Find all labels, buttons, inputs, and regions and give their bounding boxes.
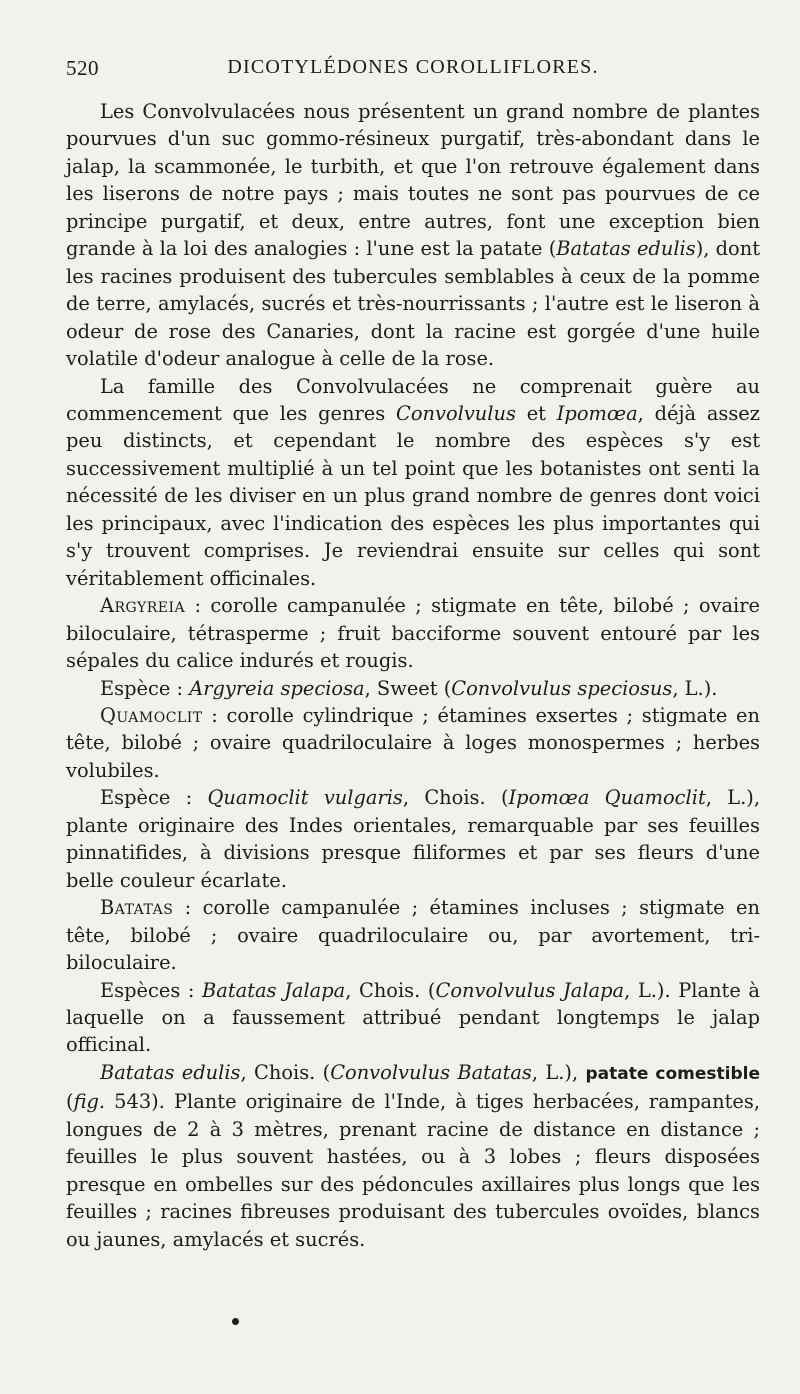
text-run: ), dont les racines produisent des tubercules semblables à ceux de la pomme de terre, amylacés, sucrés et très-nourrissants ; l'autre est le liseron à odeur de rose des Canaries, dont la racine est gorgée d'une huile volatile d'odeur analogue à celle de la rose. — [66, 237, 760, 371]
running-head: DICOTYLÉDONES COROLLIFLORES. — [227, 56, 599, 78]
species-name: Convolvulus Jalapa — [435, 978, 625, 1002]
paragraph-intro — [66, 98, 760, 373]
text-run: Les Convolvulacées nous présentent un grand nombre de plantes pourvues d'un suc gommo-résineux purgatif, très-abondant dans le jalap, la scammonée, le turbith, et que l'on retrouve également dans les liserons de notre pays ; mais toutes ne sont pas pourvues de ce principe purgatif, et deux, entre autres, font une exception bien grande à la loi des analogies : l'une est la patate ( — [66, 100, 760, 261]
text-run: : corolle campanulée ; stigmate en tête, bilobé ; ovaire biloculaire, tétrasperme ; fruit bacciforme souvent entouré par les sépales du calice indurés et rougis. — [66, 594, 760, 673]
text-run: , Chois. ( — [240, 1060, 331, 1084]
paragraph-argyreia-species — [66, 675, 760, 702]
paragraph-argyreia — [66, 592, 760, 674]
species-name: Quamoclit vulgaris — [207, 786, 403, 810]
common-name: patate comestible — [585, 1063, 761, 1084]
species-name: Batatas Jalapa — [202, 978, 346, 1002]
species-name: Batatas edulis — [100, 1060, 241, 1084]
paragraph-quamoclit — [66, 702, 760, 784]
ink-dot — [232, 1318, 239, 1325]
species-name: Argyreia speciosa — [189, 676, 365, 700]
text-run: : corolle cylindrique ; étamines exsertes ; stigmate en tête, bilobé ; ovaire quadriloculaire à loges monospermes ; herbes volubiles. — [66, 703, 760, 782]
text-run: , déjà assez peu distincts, et cependant le nombre des espèces s'y est successivement multiplié à un tel point que les botanistes ont senti la nécessité de les diviser en un plus grand nombre de genres dont voici les principaux, avec l'indication des espèces les plus importantes qui s'y trouvent comprises. Je reviendrai ensuite sur celles qui sont véritablement officinales. — [66, 401, 760, 590]
genus-name: Convolvulus — [395, 401, 516, 425]
text-run: Espèces : — [100, 978, 203, 1002]
paragraph-family — [66, 373, 760, 593]
text-run: , Sweet ( — [364, 676, 452, 700]
text-run: , Chois. ( — [402, 786, 509, 810]
text-run: Espèce : — [100, 676, 190, 700]
genus-heading: Batatas — [100, 896, 174, 920]
text-run: ( — [66, 1090, 74, 1114]
species-name: Convolvulus Batatas — [330, 1060, 532, 1084]
species-name: Batatas edulis — [556, 237, 696, 261]
genus-name: Ipomœa — [556, 401, 638, 425]
text-run: , Chois. ( — [345, 978, 436, 1002]
page-header — [66, 56, 760, 86]
paragraph-batatas — [66, 894, 760, 976]
figure-ref: fig. — [73, 1090, 106, 1114]
text-run: La famille des Convolvulacées ne comprenait guère au commencement que les genres — [66, 374, 760, 425]
text-run: 543). Plante originaire de l'Inde, à tiges herbacées, rampantes, longues de 2 à 3 mètres, prenant racine de distance en distance ; feuilles le plus souvent hastées, ou à 3 lobes ; fleurs disposées presque en ombelles sur des pédoncules axillaires plus longs que les feuilles ; racines fibreuses produisant des tubercules ovoïdes, blancs ou jaunes, amylacés et sucrés. — [66, 1090, 760, 1251]
text-run: et — [515, 401, 557, 425]
paragraph-quamoclit-species — [66, 784, 760, 894]
genus-heading: Quamoclit — [100, 703, 203, 727]
paragraph-batatas-species — [66, 977, 760, 1059]
text-run: , L.), — [531, 1060, 586, 1084]
text-run: , L.), plante originaire des Indes orientales, remarquable par ses feuilles pinnatifides, à divisions presque filiformes et par ses fleurs d'une belle couleur écarlate. — [66, 786, 760, 892]
page-body — [66, 98, 760, 1253]
text-run: , L.). — [672, 676, 718, 700]
text-run: : corolle campanulée ; étamines incluses ; stigmate en tête, bilobé ; ovaire quadriloculaire ou, par avortement, tri-biloculaire. — [66, 896, 760, 975]
species-name: Convolvulus speciosus — [451, 676, 673, 700]
paragraph-batatas-edulis — [66, 1059, 760, 1253]
genus-heading: Argyreia — [100, 594, 186, 618]
text-run: Espèce : — [100, 786, 208, 810]
species-name: Ipomœa Quamoclit — [508, 786, 706, 810]
page-number: 520 — [66, 56, 99, 80]
text-run: , L.). Plante à laquelle on a faussement attribué pendant longtemps le jalap officinal. — [66, 978, 760, 1057]
